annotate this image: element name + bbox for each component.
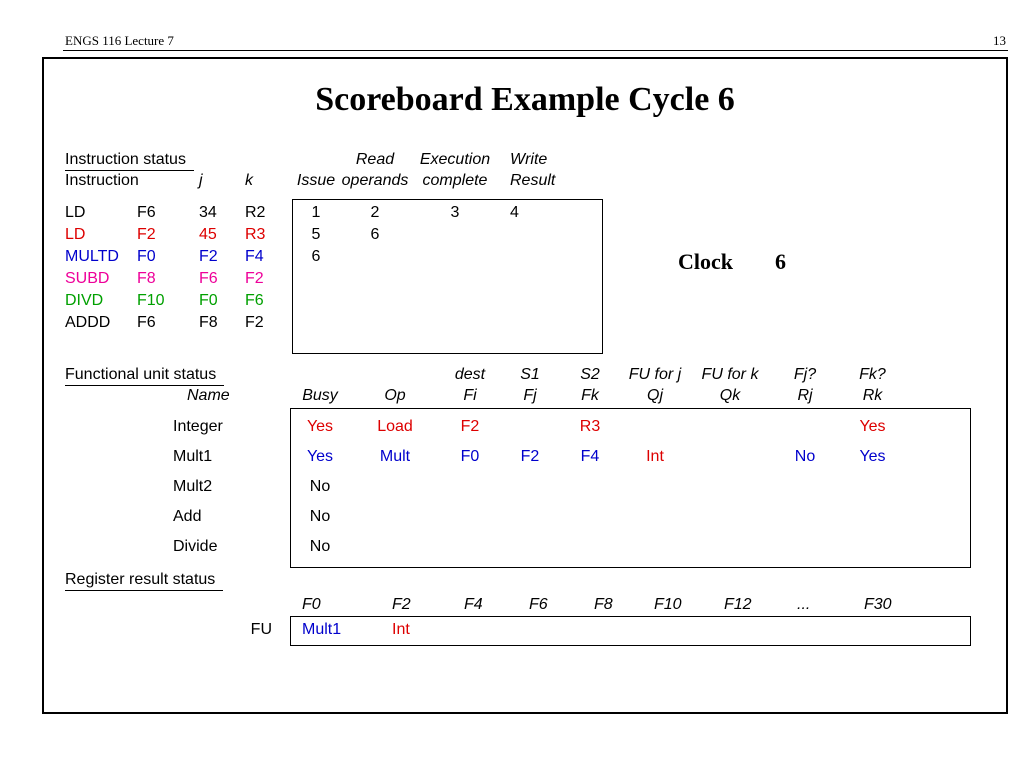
col-header-f30: F30 (864, 596, 892, 613)
reg-fu-f0: Mult1 (302, 621, 342, 638)
instr-k: R3 (245, 226, 266, 243)
col-header-rk: Rk (862, 387, 883, 404)
instr-k: F4 (245, 248, 264, 265)
col-header-fu-for-j: FU for j (628, 366, 682, 383)
col-header-s2: S2 (580, 366, 600, 383)
instr-dest: F2 (137, 226, 156, 243)
col-header-fi: Fi (463, 387, 477, 404)
col-header-f2: F2 (392, 596, 411, 613)
slide-frame (42, 57, 1008, 714)
col-header-s1: S1 (520, 366, 540, 383)
col-header-fj-q: Fj? (793, 366, 817, 383)
instr-j: F8 (199, 314, 218, 331)
col-header-qj: Qj (647, 387, 663, 404)
col-header-f8: F8 (594, 596, 613, 613)
col-header-name: Name (187, 387, 230, 404)
col-header-fj: Fj (523, 387, 537, 404)
instr-exec: 3 (450, 204, 460, 221)
fu-busy: No (309, 478, 331, 495)
instr-write: 4 (510, 204, 519, 221)
fu-name: Divide (173, 538, 218, 555)
instr-issue: 5 (311, 226, 321, 243)
fu-header-row-1 (65, 365, 980, 386)
col-header-f10: F10 (654, 596, 682, 613)
fu-name: Mult1 (173, 448, 213, 465)
register-header-row (65, 595, 980, 616)
fu-name: Integer (173, 418, 223, 435)
instr-issue: 1 (311, 204, 321, 221)
col-header-result: Result (510, 172, 556, 189)
col-header-complete: complete (422, 172, 488, 189)
fu-fi: F0 (460, 448, 480, 465)
fu-rk: Yes (859, 448, 886, 465)
instr-dest: F10 (137, 292, 165, 309)
clock-display (678, 249, 786, 275)
instr-dest: F0 (137, 248, 156, 265)
slide-title: Scoreboard Example Cycle 6 (315, 81, 735, 118)
instruction-status-title: Instruction status (65, 150, 194, 171)
page-header-text: ENGS 116 Lecture 7 (65, 33, 174, 48)
fu-row-label: FU (250, 621, 272, 638)
instr-op: MULTD (65, 248, 119, 265)
col-header-write: Write (510, 151, 548, 168)
register-result-status-title-row (65, 570, 980, 591)
fu-header-row-2 (65, 386, 980, 408)
instr-issue: 6 (311, 248, 321, 265)
col-header-f12: F12 (724, 596, 752, 613)
clock-label: Clock (678, 249, 733, 274)
instr-k: F6 (245, 292, 264, 309)
instruction-status-header-row-2 (65, 171, 705, 194)
instr-op: LD (65, 204, 86, 221)
fu-name: Add (173, 508, 202, 525)
col-header-f4: F4 (464, 596, 483, 613)
instr-dest: F6 (137, 314, 156, 331)
instr-read: 2 (370, 204, 380, 221)
instr-j: F0 (199, 292, 218, 309)
col-header-k: k (245, 172, 253, 189)
fu-qj: Int (646, 448, 664, 465)
register-result-status-box (290, 616, 971, 646)
col-header-busy: Busy (302, 387, 338, 404)
reg-fu-f2: Int (392, 621, 410, 638)
functional-unit-status-title: Functional unit status (65, 365, 224, 386)
col-header-operands: operands (341, 172, 409, 189)
register-result-status-title: Register result status (65, 570, 223, 591)
col-header-f6: F6 (529, 596, 548, 613)
col-header-fu-for-k: FU for k (701, 366, 759, 383)
fu-name: Mult2 (173, 478, 213, 495)
instr-k: R2 (245, 204, 266, 221)
instr-op: SUBD (65, 270, 110, 287)
instr-j: 34 (199, 204, 217, 221)
col-header-op: Op (384, 387, 406, 404)
instr-j: F6 (199, 270, 218, 287)
col-header-j: j (199, 172, 203, 189)
fu-fj: F2 (520, 448, 540, 465)
instr-j: 45 (199, 226, 217, 243)
fu-rj: No (794, 448, 816, 465)
page-number: 13 (993, 33, 1006, 48)
instruction-status-header-row-1 (65, 150, 705, 171)
instr-dest: F6 (137, 204, 156, 221)
col-header-rj: Rj (797, 387, 813, 404)
instruction-status-box (292, 199, 603, 354)
instr-k: F2 (245, 270, 264, 287)
instr-read: 6 (370, 226, 380, 243)
fu-fk: R3 (579, 418, 601, 435)
col-header-f0: F0 (302, 596, 321, 613)
fu-busy: Yes (306, 448, 334, 465)
col-header-instruction: Instruction (65, 172, 139, 189)
col-header-read: Read (355, 151, 395, 168)
fu-op: Mult (379, 448, 411, 465)
col-header-dest: dest (454, 366, 486, 383)
fu-op: Load (377, 418, 413, 435)
instr-dest: F8 (137, 270, 156, 287)
fu-busy: No (309, 508, 331, 525)
col-header-fk-q: Fk? (859, 366, 886, 383)
col-header-execution: Execution (419, 151, 491, 168)
col-header-fk: Fk (581, 387, 599, 404)
instr-j: F2 (199, 248, 218, 265)
col-header-qk: Qk (719, 387, 741, 404)
functional-unit-status-box (290, 408, 971, 568)
instr-k: F2 (245, 314, 264, 331)
instruction-status-section (65, 150, 705, 335)
instr-op: LD (65, 226, 86, 243)
functional-unit-status-section (65, 365, 980, 567)
instr-op: DIVD (65, 292, 104, 309)
instr-op: ADDD (65, 314, 111, 331)
fu-busy: Yes (306, 418, 334, 435)
col-header-ellipsis: ... (797, 596, 811, 613)
fu-busy: No (309, 538, 331, 555)
header-rule (63, 50, 1008, 51)
fu-rk: Yes (859, 418, 886, 435)
clock-value: 6 (775, 249, 786, 274)
col-header-issue: Issue (296, 172, 336, 189)
fu-fk: F4 (580, 448, 600, 465)
register-result-status-section (65, 570, 980, 644)
fu-fi: F2 (460, 418, 480, 435)
